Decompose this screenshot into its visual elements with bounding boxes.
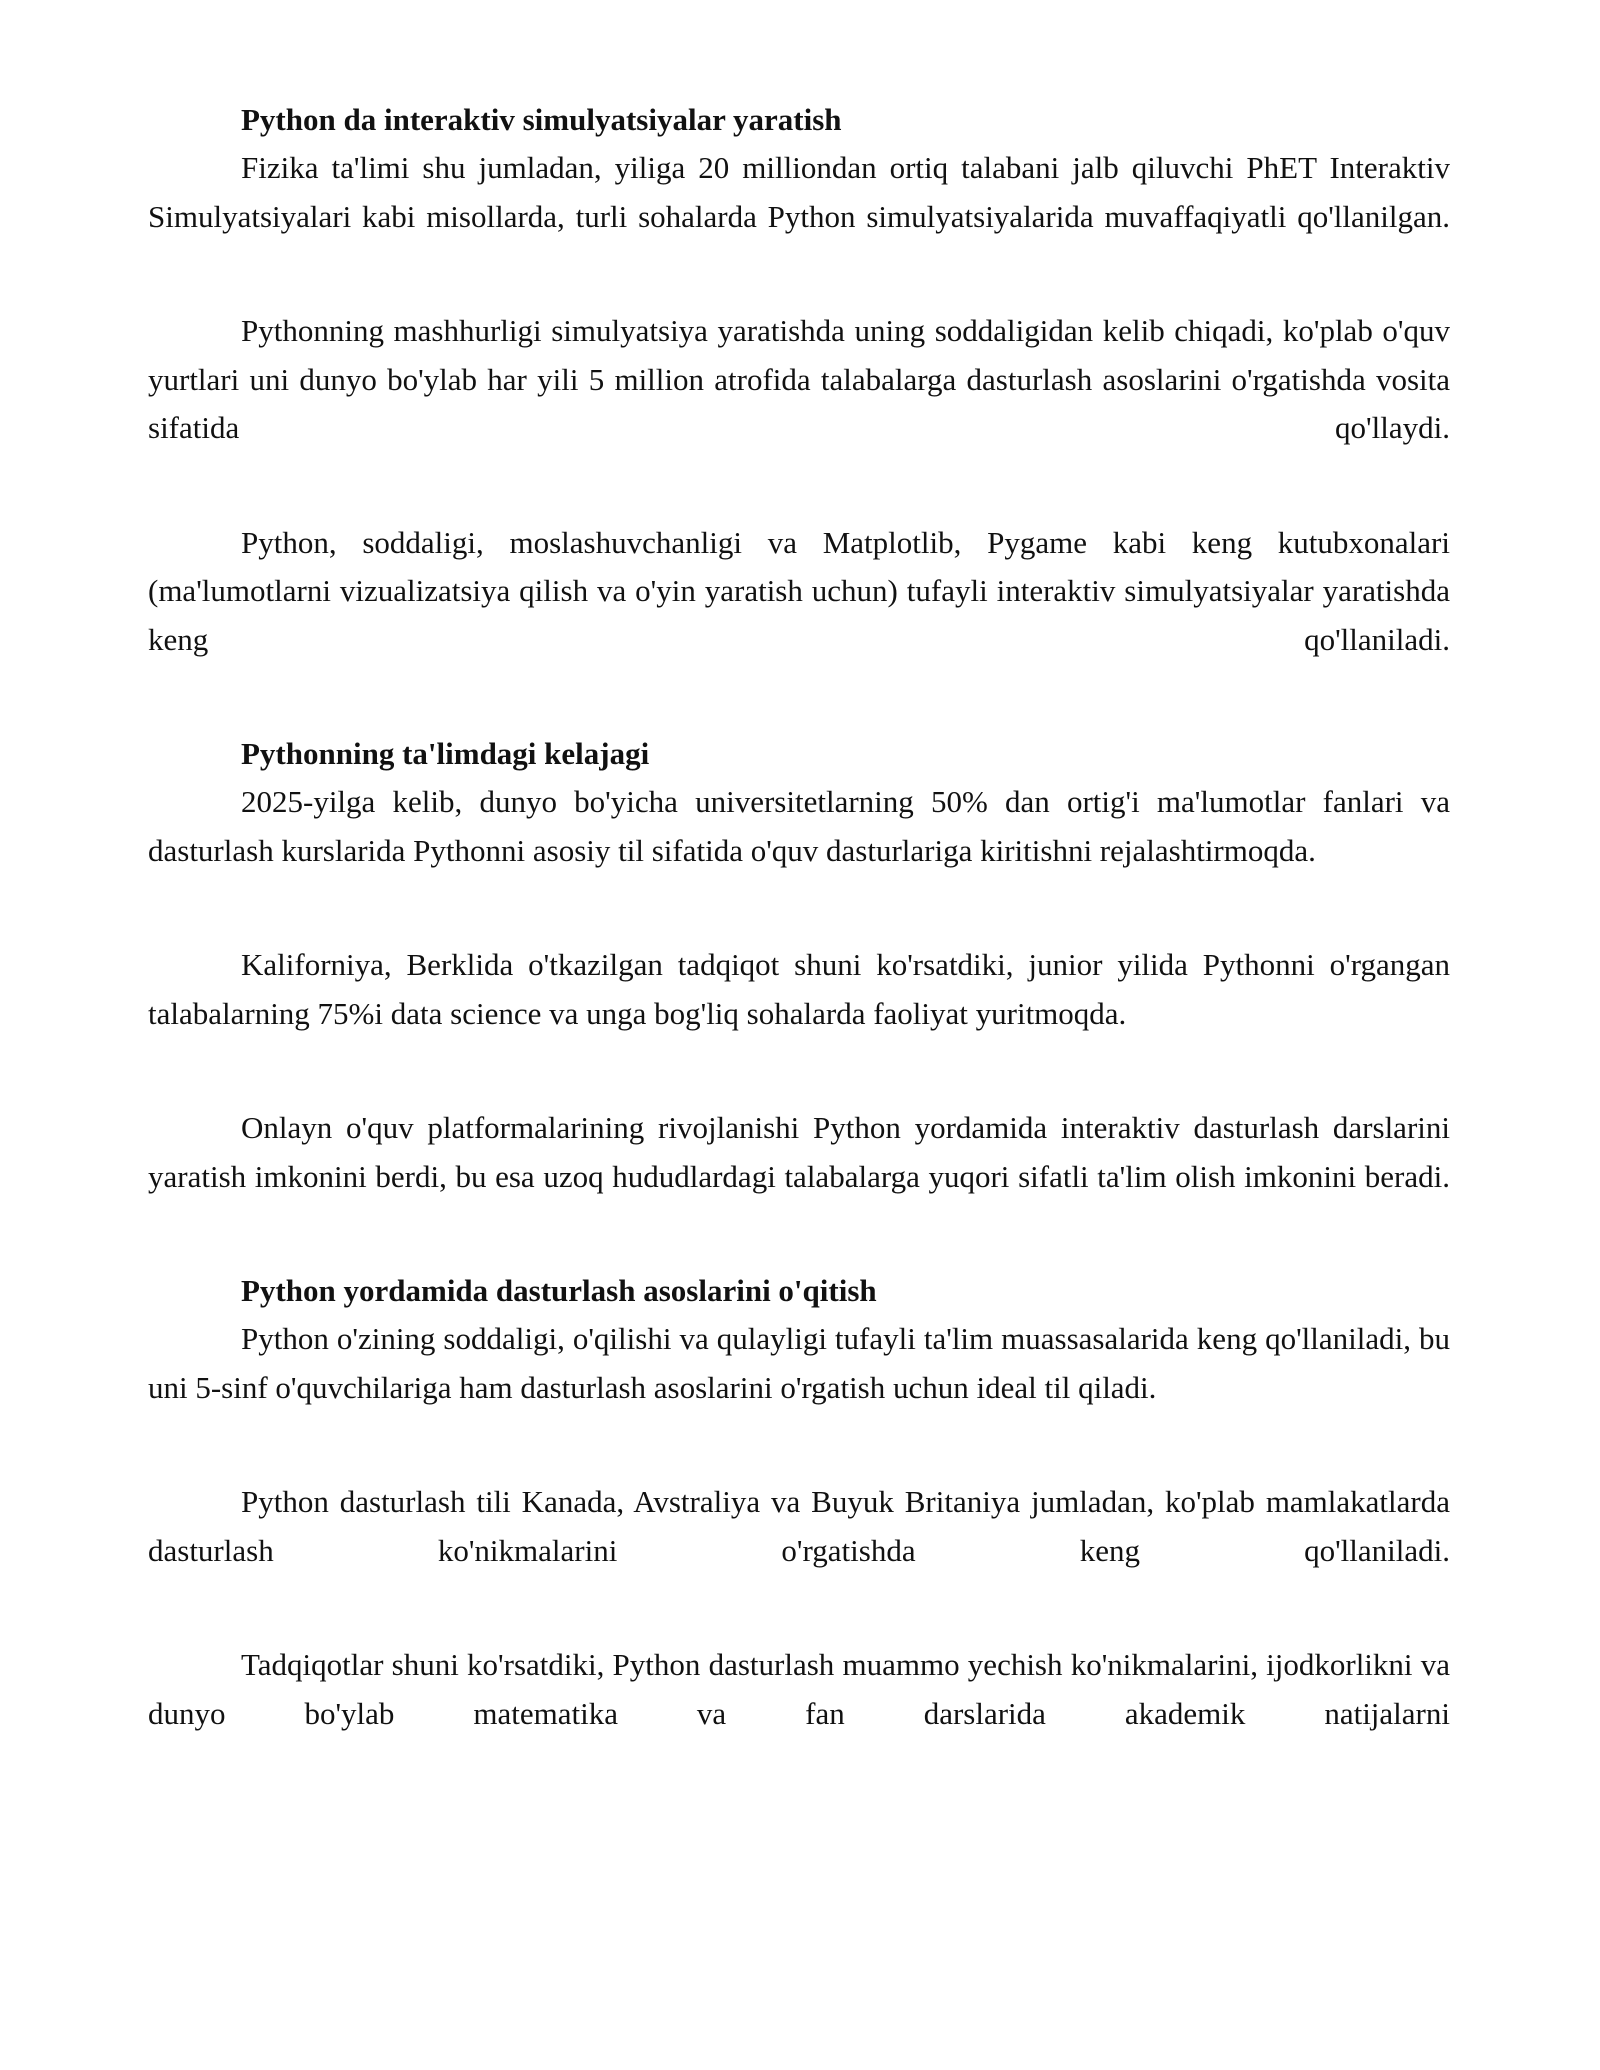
paragraph: Kaliforniya, Berklida o'tkazilgan tadqiqot shuni ko'rsatdiki, junior yilida Pythonni o'rgangan talabalarning 75%i data science va unga bog'liq sohalarda faoliyat yuritmoqda. [148,947,1450,1031]
paragraph: Tadqiqotlar shuni ko'rsatdiki, Python dasturlash muammo yechish ko'nikmalarini, ijodkorlikni va dunyo bo'ylab matematika va fan darslarida akademik natijalarni [148,1647,1450,1731]
section-programming-basics [148,1267,1450,1738]
paragraph: 2025-yilga kelib, dunyo bo'yicha universitetlarning 50% dan ortig'i ma'lumotlar fanlari va dasturlash kurslarida Pythonni asosiy til sifatida o'quv dasturlariga kiritishni rejalashtirmoqda. [148,784,1450,868]
paragraph: Pythonning mashhurligi simulyatsiya yaratishda uning soddaligidan kelib chiqadi, ko'plab o'quv yurtlari uni dunyo bo'ylab har yili 5 million atrofida talabalarga dasturlash asoslarini o'rgatishda vosita sifatida qo'llaydi. [148,313,1450,445]
paragraph: Python dasturlash tili Kanada, Avstraliya va Buyuk Britaniya jumladan, ko'plab mamlakatlarda dasturlash ko'nikmalarini o'rgatishda keng qo'llaniladi. [148,1484,1450,1568]
section-heading: Python yordamida dasturlash asoslarini o'qitish [241,1273,877,1308]
document-page [148,96,1450,1804]
paragraph: Onlayn o'quv platformalarining rivojlanishi Python yordamida interaktiv dasturlash darslarini yaratish imkonini berdi, bu esa uzoq hududlardagi talabalarga yuqori sifatli ta'lim olish imkonini beradi. [148,1110,1450,1194]
section-education-future [148,730,1450,1201]
paragraph: Python, soddaligi, moslashuvchanligi va Matplotlib, Pygame kabi keng kutubxonalari (ma'lumotlarni vizualizatsiya qilish va o'yin yaratish uchun) tufayli interaktiv simulyatsiyalar yaratishda keng qo'llaniladi. [148,524,1450,657]
section-interactive-simulations [148,96,1450,664]
paragraph: Python o'zining soddaligi, o'qilishi va qulayligi tufayli ta'lim muassasalarida keng qo'llaniladi, bu uni 5-sinf o'quvchilariga ham dasturlash asoslarini o'rgatish uchun ideal til qiladi. [148,1321,1450,1405]
section-heading: Python da interaktiv simulyatsiyalar yaratish [241,102,842,137]
paragraph: Fizika ta'limi shu jumladan, yiliga 20 milliondan ortiq talabani jalb qiluvchi PhET Interaktiv Simulyatsiyalari kabi misollarda, turli sohalarda Python simulyatsiyalarida muvaffaqiyatli qo'llanilgan. [148,150,1450,234]
section-heading: Pythonning ta'limdagi kelajagi [241,736,650,771]
